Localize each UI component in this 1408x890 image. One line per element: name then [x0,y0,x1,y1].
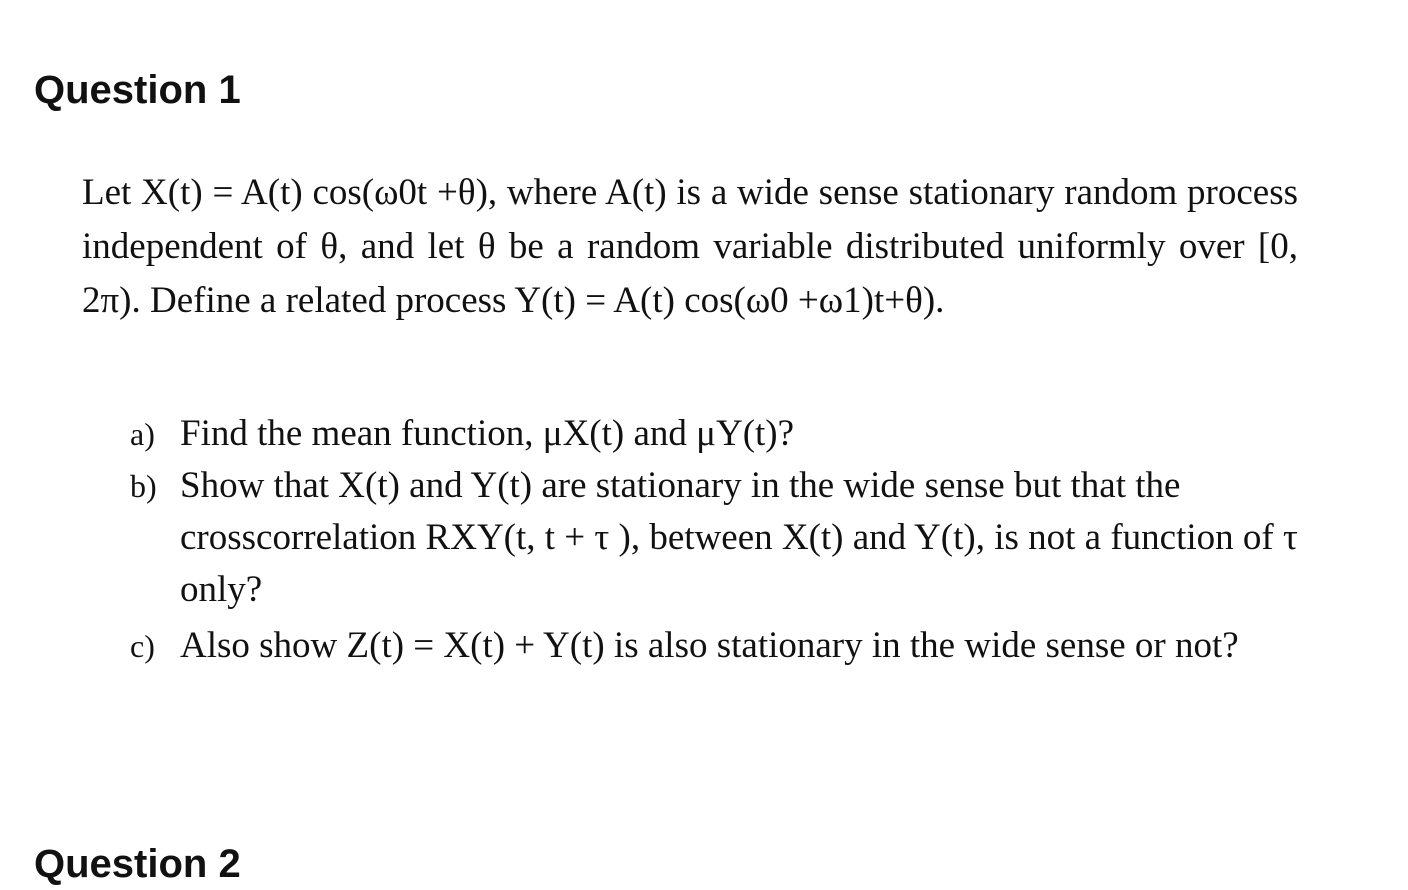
sub-question-text: Also show Z(t) = X(t) + Y(t) is also stationary in the wide sense or not? [180,625,1239,666]
sub-question-marker: a) [130,416,155,452]
sub-question-a [130,408,1320,460]
sub-question-b [130,460,1320,616]
sub-question-text: Show that X(t) and Y(t) are stationary in the wide sense but that the crosscorrelation RXY(t, t + τ ), between X(t) and Y(t), is not a function of τ only? [180,465,1298,610]
sub-question-marker: c) [130,628,155,664]
question-heading: Question 1 [34,68,241,112]
sub-question-text: Find the mean function, μX(t) and μY(t)? [180,413,795,454]
sub-question-list [130,408,1320,668]
sub-question-c [130,624,1320,668]
next-question-heading: Question 2 [34,842,241,886]
problem-intro: Let X(t) = A(t) cos(ω0t +θ), where A(t) is a wide sense stationary random process independent of θ, and let θ be a random variable distributed uniformly over [0, 2π). Define a related process Y(t) = A(t) cos(ω0 +ω1)t+θ). [82,172,1298,321]
sub-question-marker: b) [130,468,157,504]
problem-statement [82,166,1298,666]
